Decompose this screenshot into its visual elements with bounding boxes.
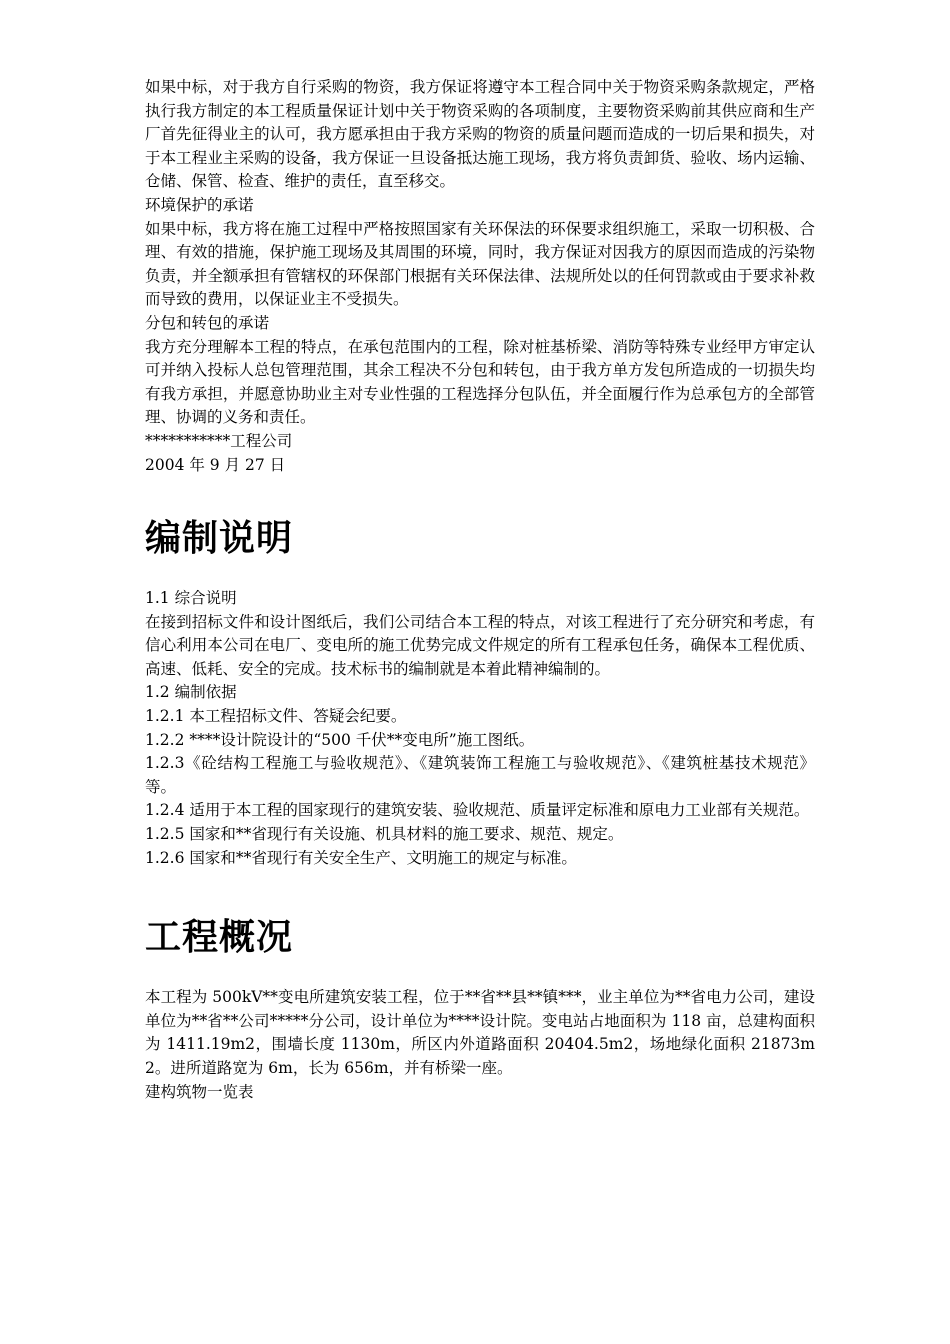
basis-item: 1.2.2 ****设计院设计的“500 千伏**变电所”施工图纸。 [145, 730, 535, 749]
basis-item: 1.2.6 国家和**省现行有关安全生产、文明施工的规定与标准。 [145, 848, 577, 867]
compilation-basis-title: 1.2 编制依据 [145, 683, 237, 702]
basis-item: 1.2.1 本工程招标文件、答疑会纪要。 [145, 707, 407, 726]
basis-item: 1.2.5 国家和**省现行有关设施、机具材料的施工要求、规范、规定。 [145, 825, 624, 844]
procurement-commitment-paragraph: 如果中标，对于我方自行采购的物资，我方保证将遵守本工程合同中关于物资采购条款规定，严格执行我方制定的本工程质量保证计划中关于物资采购的各项制度，主要物资采购前其供应商和生产厂首先征得业主的认可，我方愿承担由于我方采购的物资的质量问题而造成的一切后果和损失，对于本工程业主采购的设备，我方保证一旦设备抵达施工现场，我方将负责卸货、验收、场内运输、仓储、保管、检查、维护的责任，直至移交。 [145, 78, 815, 191]
project-overview-heading: 工程概况 [145, 917, 294, 959]
company-signature: ***********工程公司 [145, 431, 293, 450]
general-description-title: 1.1 综合说明 [145, 589, 237, 608]
structures-table-caption: 建构筑物一览表 [145, 1082, 254, 1101]
document-page [145, 76, 815, 1104]
environment-commitment-title: 环境保护的承诺 [145, 195, 254, 214]
subcontract-commitment-title: 分包和转包的承诺 [145, 313, 270, 332]
subcontract-commitment-paragraph: 我方充分理解本工程的特点，在承包范围内的工程，除对桩基桥梁、消防等特殊专业经甲方审定认可并纳入投标人总包管理范围，其余工程决不分包和转包，由于我方单方发包所造成的一切损失均有我方承担，并愿意协助业主对专业性强的工程选择分包队伍，并全面履行作为总承包方的全部管理、协调的义务和责任。 [145, 337, 815, 427]
basis-item: 1.2.4 适用于本工程的国家现行的建筑安装、验收规范、质量评定标准和原电力工业部有关规范。 [145, 801, 810, 820]
project-overview-paragraph: 本工程为 500kV**变电所建筑安装工程，位于**省**县**镇***，业主单位为**省电力公司，建设单位为**省**公司*****分公司，设计单位为****设计院。变电站占地面积为 118 亩，总建构面积为 1411.19m2，围墙长度 1130m，所区内外道路面积 20404.5m2，场地绿化面积 21873m2。进所道路宽为 6m，长为 656m，并有桥梁一座。 [145, 988, 815, 1077]
environment-commitment-paragraph: 如果中标，我方将在施工过程中严格按照国家有关环保法的环保要求组织施工，采取一切积极、合理、有效的措施，保护施工现场及其周围的环境，同时，我方保证对因我方的原因而造成的污染物负责，并全额承担有管辖权的环保部门根据有关环保法律、法规所处以的任何罚款或由于要求补救而导致的费用，以保证业主不受损失。 [145, 219, 815, 309]
compilation-heading: 编制说明 [145, 518, 294, 560]
basis-item: 1.2.3《砼结构工程施工与验收规范》、《建筑装饰工程施工与验收规范》、《建筑桩基技术规范》等。 [145, 754, 815, 796]
signature-date: 2004 年 9 月 27 日 [145, 455, 286, 474]
general-description-paragraph: 在接到招标文件和设计图纸后，我们公司结合本工程的特点，对该工程进行了充分研究和考虑，有信心利用本公司在电厂、变电所的施工优势完成文件规定的所有工程承包任务，确保本工程优质、高速、低耗、安全的完成。技术标书的编制就是本着此精神编制的。 [145, 612, 815, 678]
